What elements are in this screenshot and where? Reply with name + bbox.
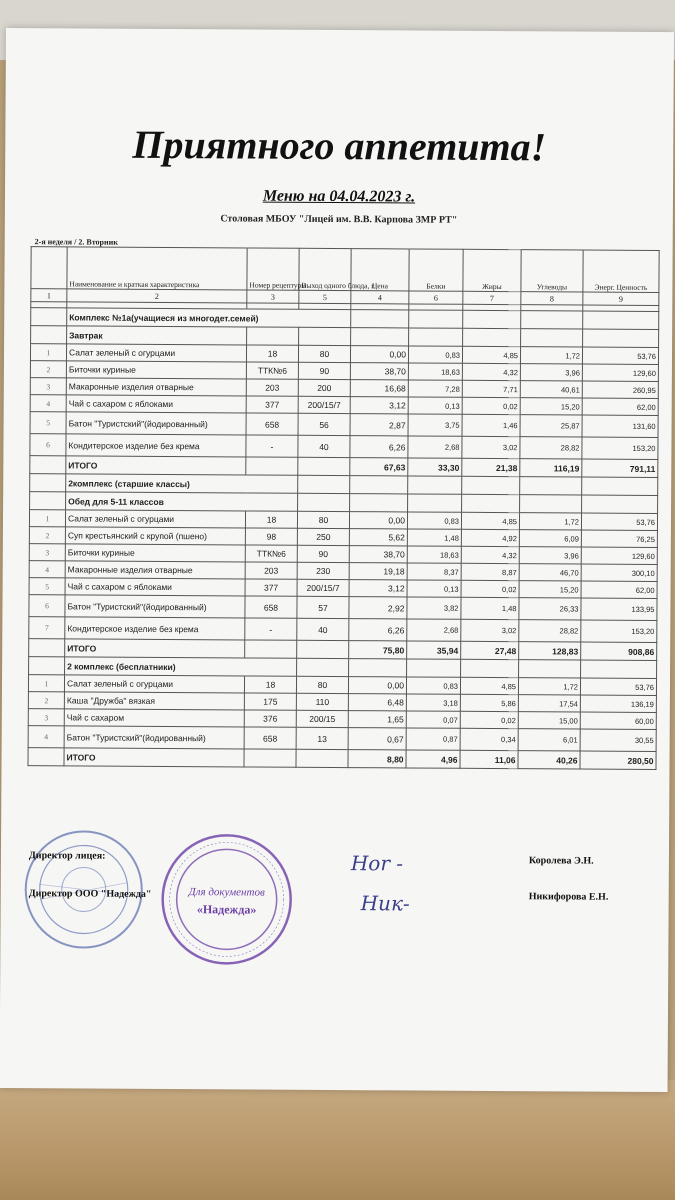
item-energy: 129,60 xyxy=(582,364,658,381)
svg-text:Ник-: Ник- xyxy=(360,891,410,916)
item-energy: 133,95 xyxy=(581,598,657,620)
item-index: 2 xyxy=(28,692,64,709)
header-energy: Энерг. Ценность xyxy=(583,250,659,292)
item-index: 6 xyxy=(30,434,66,456)
item-carbs: 3,96 xyxy=(519,547,581,564)
item-price: 6,48 xyxy=(348,694,406,711)
col-num: 3 xyxy=(247,290,299,303)
item-price: 0,67 xyxy=(348,728,406,750)
item-carbs: 1,72 xyxy=(520,347,582,364)
item-index: 6 xyxy=(29,595,65,617)
total-price: 75,80 xyxy=(349,641,407,659)
item-name: Каша "Дружба" вязкая xyxy=(64,692,244,710)
item-price: 2,92 xyxy=(349,597,407,619)
col-num: 4 xyxy=(351,291,409,304)
item-yield: 80 xyxy=(296,676,348,693)
item-protein: 8,37 xyxy=(407,563,461,580)
item-price: 1,65 xyxy=(348,711,406,728)
item-fat: 4,85 xyxy=(461,512,519,529)
total-price: 8,80 xyxy=(348,750,406,768)
signature-1 xyxy=(331,842,451,883)
item-index: 3 xyxy=(30,378,66,395)
total-fat: 11,06 xyxy=(460,750,518,768)
total-protein: 35,94 xyxy=(407,641,461,659)
item-fat: 1,46 xyxy=(462,414,520,436)
item-protein: 3,82 xyxy=(407,597,461,619)
item-name: Чай с сахаром с яблоками xyxy=(65,578,245,596)
item-name: Биточки куриные xyxy=(65,544,245,562)
header-protein: Белки xyxy=(409,249,463,291)
item-yield: 250 xyxy=(297,528,349,545)
item-price: 19,18 xyxy=(349,563,407,580)
item-energy: 260,95 xyxy=(582,381,658,398)
item-recipe: 376 xyxy=(244,710,296,727)
section-subtitle: Завтрак xyxy=(67,326,247,345)
item-carbs: 1,72 xyxy=(518,678,580,695)
header-fat: Жиры xyxy=(463,249,521,291)
item-yield: 80 xyxy=(298,345,350,362)
item-price: 16,68 xyxy=(350,380,408,397)
table-header xyxy=(31,247,659,293)
item-fat: 1,48 xyxy=(461,597,519,619)
header-carbs: Углеводы xyxy=(521,250,583,292)
stamp-center-text: Для документов xyxy=(188,886,265,899)
item-name: Батон "Туристский"(йодированный) xyxy=(64,726,244,749)
item-yield: 200/15/7 xyxy=(297,579,349,596)
item-name: Батон "Туристский"(йодированный) xyxy=(66,412,246,435)
header-yield: Выход одного блюда, г. xyxy=(299,248,351,290)
item-fat: 8,87 xyxy=(461,563,519,580)
item-price: 0,00 xyxy=(349,512,407,529)
item-fat: 3,02 xyxy=(462,436,520,458)
item-recipe: 203 xyxy=(245,562,297,579)
item-name: Кондитерское изделие без крема xyxy=(65,617,245,640)
signature-2 xyxy=(341,882,461,923)
item-fat: 4,32 xyxy=(461,546,519,563)
item-yield: 90 xyxy=(297,545,349,562)
item-fat: 0,02 xyxy=(460,711,518,728)
item-recipe: ТТК№6 xyxy=(245,545,297,562)
item-carbs: 40,61 xyxy=(520,381,582,398)
col-num: 1 xyxy=(31,289,67,302)
item-carbs: 15,20 xyxy=(519,581,581,598)
item-protein: 18,63 xyxy=(408,363,462,380)
item-protein: 0,13 xyxy=(408,397,462,414)
item-index: 1 xyxy=(30,344,66,361)
section-subtitle: Обед для 5-11 классов xyxy=(66,492,298,511)
section-title: 2комплекс (старшие классы) xyxy=(66,474,298,493)
total-label: ИТОГО xyxy=(64,748,244,767)
item-protein: 0,87 xyxy=(406,728,460,750)
item-price: 6,26 xyxy=(350,436,408,458)
item-carbs: 15,00 xyxy=(518,712,580,729)
item-fat: 4,32 xyxy=(462,363,520,380)
item-yield: 40 xyxy=(297,618,349,640)
item-energy: 131,60 xyxy=(582,415,658,437)
item-protein: 7,28 xyxy=(408,380,462,397)
item-energy: 300,10 xyxy=(581,564,657,581)
item-energy: 30,55 xyxy=(580,729,656,751)
total-carbs: 40,26 xyxy=(518,751,580,769)
item-name: Суп крестьянский с крупой (пшено) xyxy=(65,527,245,545)
item-yield: 40 xyxy=(298,435,350,457)
item-name: Макаронные изделия отварные xyxy=(65,561,245,579)
item-carbs: 3,96 xyxy=(520,364,582,381)
total-row xyxy=(28,748,656,770)
item-name: Кондитерское изделие без крема xyxy=(66,434,246,457)
item-index: 4 xyxy=(29,561,65,578)
item-yield: 200 xyxy=(298,379,350,396)
header-recipe: Номер рецептуры xyxy=(247,248,299,290)
item-recipe: - xyxy=(245,618,297,640)
item-index: 4 xyxy=(30,395,66,412)
item-yield: 110 xyxy=(296,693,348,710)
item-recipe: 18 xyxy=(246,345,298,362)
item-yield: 13 xyxy=(296,727,348,749)
signatory-name-2: Никифорова Е.Н. xyxy=(528,891,609,903)
item-energy: 53,76 xyxy=(581,513,657,530)
total-energy: 791,11 xyxy=(582,459,658,477)
item-index: 3 xyxy=(28,709,64,726)
item-yield: 57 xyxy=(297,596,349,618)
menu-date: Меню на 04.04.2023 г. xyxy=(262,187,416,206)
item-recipe: 658 xyxy=(245,596,297,618)
total-protein: 4,96 xyxy=(406,750,460,768)
item-carbs: 6,01 xyxy=(518,729,580,751)
header-index xyxy=(31,247,67,289)
item-fat: 7,71 xyxy=(462,380,520,397)
total-price: 67,63 xyxy=(350,458,408,476)
item-recipe: 377 xyxy=(246,396,298,413)
item-name: Салат зеленый с огурцами xyxy=(66,344,246,362)
item-price: 38,70 xyxy=(350,363,408,380)
total-protein: 33,30 xyxy=(408,458,462,476)
school-name: Столовая МБОУ "Лицей им. В.В. Карпова ЗМР РТ" xyxy=(220,213,458,226)
page-title: Приятного аппетита! xyxy=(132,121,547,170)
item-index: 7 xyxy=(29,617,65,639)
col-num: 6 xyxy=(409,291,463,304)
item-protein: 3,75 xyxy=(408,414,462,436)
total-energy: 280,50 xyxy=(580,751,656,769)
col-num: 7 xyxy=(463,291,521,304)
section-title: 2 комплекс (бесплатники) xyxy=(65,657,297,676)
total-label: ИТОГО xyxy=(65,639,245,658)
item-carbs: 17,54 xyxy=(518,695,580,712)
total-label: ИТОГО xyxy=(66,456,246,475)
item-price: 38,70 xyxy=(349,546,407,563)
header-name: Наименование и краткая характеристика xyxy=(67,247,247,290)
total-carbs: 128,83 xyxy=(519,642,581,660)
item-energy: 129,60 xyxy=(581,547,657,564)
section-2-rows xyxy=(29,510,658,643)
item-name: Биточки куриные xyxy=(66,361,246,379)
col-num: 9 xyxy=(583,292,659,305)
item-protein: 0,83 xyxy=(406,677,460,694)
section-1-rows xyxy=(30,344,659,460)
item-price: 0,00 xyxy=(348,677,406,694)
total-energy: 908,86 xyxy=(581,642,657,660)
item-energy: 153,20 xyxy=(582,437,658,459)
item-recipe: 18 xyxy=(244,676,296,693)
item-carbs: 25,87 xyxy=(520,415,582,437)
item-name: Чай с сахаром xyxy=(64,709,244,727)
item-name: Салат зеленый с огурцами xyxy=(64,675,244,693)
item-price: 6,26 xyxy=(349,619,407,641)
item-energy: 153,20 xyxy=(581,620,657,642)
item-energy: 62,00 xyxy=(582,398,658,415)
item-name: Салат зеленый с огурцами xyxy=(65,510,245,528)
item-index: 3 xyxy=(29,544,65,561)
item-price: 2,87 xyxy=(350,414,408,436)
item-name: Чай с сахаром с яблоками xyxy=(66,395,246,413)
item-index: 5 xyxy=(30,412,66,434)
item-recipe: - xyxy=(246,435,298,457)
item-index: 4 xyxy=(28,726,64,748)
item-carbs: 1,72 xyxy=(519,513,581,530)
col-num: 8 xyxy=(521,292,583,305)
item-recipe: 175 xyxy=(244,693,296,710)
svg-text:Ноr -: Ноr - xyxy=(350,851,404,876)
item-name: Батон "Туристский"(йодированный) xyxy=(65,595,245,618)
item-protein: 18,63 xyxy=(407,546,461,563)
item-yield: 230 xyxy=(297,562,349,579)
item-carbs: 6,09 xyxy=(519,530,581,547)
item-carbs: 28,82 xyxy=(520,437,582,459)
item-protein: 0,83 xyxy=(407,512,461,529)
item-carbs: 26,33 xyxy=(519,598,581,620)
item-fat: 4,85 xyxy=(462,346,520,363)
menu-sheet xyxy=(0,28,674,1092)
item-energy: 136,19 xyxy=(580,695,656,712)
item-recipe: ТТК№6 xyxy=(246,362,298,379)
item-energy: 76,25 xyxy=(581,530,657,547)
total-fat: 21,38 xyxy=(462,458,520,476)
item-carbs: 15,20 xyxy=(520,398,582,415)
director-company-label: Директор ООО "Надежда" xyxy=(28,888,152,900)
item-yield: 56 xyxy=(298,413,350,435)
item-index: 1 xyxy=(28,675,64,692)
director-lyceum-label: Директор лицея: xyxy=(28,850,106,862)
week-day-label: 2-я неделя / 2. Вторник xyxy=(34,237,118,247)
stamp-company-text: «Надежда» xyxy=(196,902,257,917)
wooden-table xyxy=(0,1080,675,1200)
signatory-name-1: Королева Э.Н. xyxy=(528,855,594,867)
item-fat: 3,02 xyxy=(461,619,519,641)
item-recipe: 658 xyxy=(246,413,298,435)
item-protein: 3,18 xyxy=(406,694,460,711)
item-yield: 90 xyxy=(298,362,350,379)
item-protein: 2,68 xyxy=(408,436,462,458)
item-yield: 200/15 xyxy=(296,710,348,727)
item-fat: 0,02 xyxy=(462,397,520,414)
section-3-rows xyxy=(28,675,656,752)
item-yield: 200/15/7 xyxy=(298,396,350,413)
item-index: 2 xyxy=(29,527,65,544)
item-protein: 0,13 xyxy=(407,580,461,597)
item-price: 0,00 xyxy=(350,346,408,363)
col-num: 2 xyxy=(67,289,247,303)
item-price: 3,12 xyxy=(350,397,408,414)
item-recipe: 377 xyxy=(245,579,297,596)
item-fat: 4,92 xyxy=(461,529,519,546)
item-name: Макаронные изделия отварные xyxy=(66,378,246,396)
item-price: 3,12 xyxy=(349,580,407,597)
total-fat: 27,48 xyxy=(461,641,519,659)
company-stamp xyxy=(156,829,297,970)
item-carbs: 46,70 xyxy=(519,564,581,581)
section-title: Комплекс №1а(учащиеся из многодет.семей) xyxy=(67,308,351,328)
item-fat: 0,02 xyxy=(461,580,519,597)
item-fat: 4,85 xyxy=(460,677,518,694)
item-protein: 2,68 xyxy=(407,619,461,641)
item-energy: 60,00 xyxy=(580,712,656,729)
item-recipe: 18 xyxy=(245,511,297,528)
item-recipe: 98 xyxy=(245,528,297,545)
item-protein: 1,48 xyxy=(407,529,461,546)
header-price: Цена xyxy=(351,249,409,291)
item-fat: 5,86 xyxy=(460,694,518,711)
total-carbs: 116,19 xyxy=(520,459,582,477)
item-price: 5,62 xyxy=(349,529,407,546)
item-recipe: 658 xyxy=(244,727,296,749)
item-protein: 0,07 xyxy=(406,711,460,728)
item-index: 1 xyxy=(29,510,65,527)
item-index: 2 xyxy=(30,361,66,378)
menu-table xyxy=(27,246,659,770)
item-energy: 53,76 xyxy=(582,347,658,364)
item-energy: 53,76 xyxy=(580,678,656,695)
col-num: 5 xyxy=(299,290,351,303)
item-recipe: 203 xyxy=(246,379,298,396)
item-energy: 62,00 xyxy=(581,581,657,598)
item-fat: 0,34 xyxy=(460,728,518,750)
item-protein: 0,83 xyxy=(408,346,462,363)
item-index: 5 xyxy=(29,578,65,595)
item-carbs: 28,82 xyxy=(519,620,581,642)
item-yield: 80 xyxy=(297,511,349,528)
